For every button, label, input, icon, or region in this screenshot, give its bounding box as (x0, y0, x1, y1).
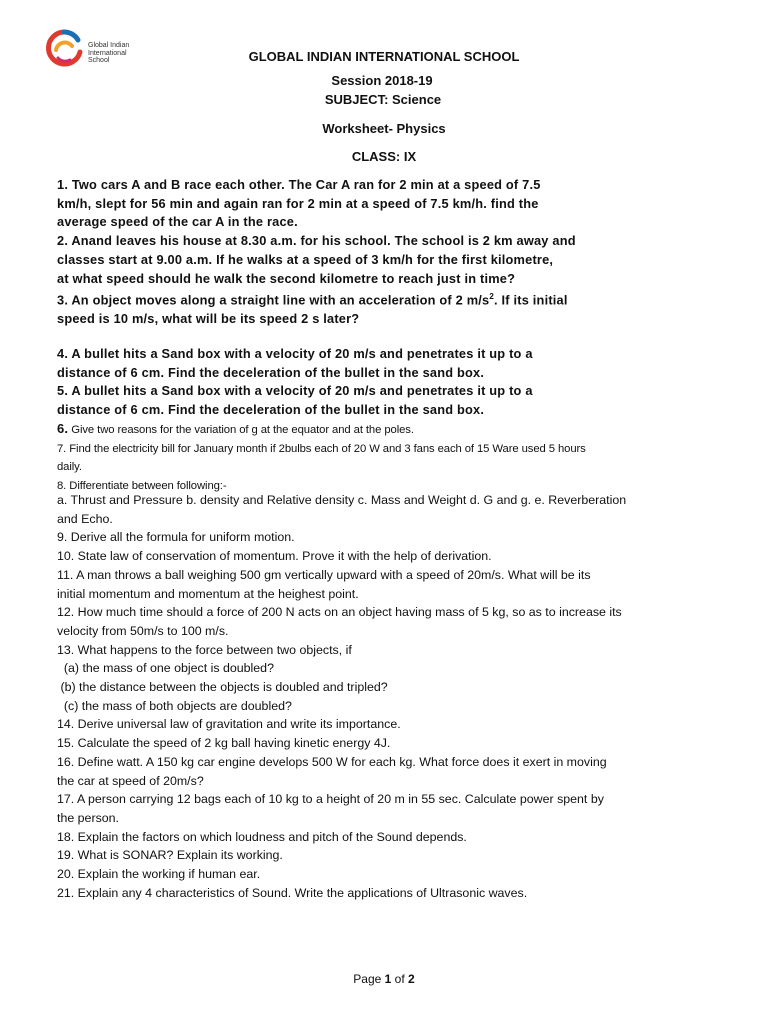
page-footer (0, 972, 768, 986)
school-name: GLOBAL INDIAN INTERNATIONAL SCHOOL (248, 49, 520, 64)
question-20: 20. Explain the working if human ear. (57, 867, 261, 882)
question-1-line-3: average speed of the car A in the race. (57, 214, 298, 230)
question-3-line-1 (57, 288, 687, 310)
question-2-line-3: at what speed should he walk the second kilometre to reach just in time? (57, 270, 516, 286)
question-5-line-1: 5. A bullet hits a Sand box with a velocity of 20 m/s and penetrates it up to a (57, 383, 533, 399)
question-11-line-1: 11. A man throws a ball weighing 500 gm vertically upward with a speed of 20m/s. What will be its (57, 567, 591, 582)
question-7-line-2: daily. (57, 461, 82, 474)
question-3-superscript: 2 (489, 292, 495, 302)
worksheet-label: Worksheet- Physics (322, 121, 446, 136)
question-8-line-3: and Echo. (57, 511, 113, 526)
page-label: Page (353, 972, 385, 986)
question-11-line-2: initial momentum and momentum at the heighest point. (57, 586, 359, 601)
question-10: 10. State law of conservation of momentum. Prove it with the help of derivation. (57, 549, 492, 564)
question-8-line-2: a. Thrust and Pressure b. density and Relative density c. Mass and Weight d. G and g. e. Reverberation (57, 493, 627, 507)
question-16-line-1: 16. Define watt. A 150 kg car engine develops 500 W for each kg. What force does it exert in moving (57, 754, 607, 769)
page-total: 2 (408, 972, 415, 986)
question-7-line-1: 7. Find the electricity bill for January month if 2bulbs each of 20 W and 3 fans each of 15 Ware used 5 hours (57, 442, 586, 455)
question-2-line-2: classes start at 9.00 a.m. If he walks at a speed of 3 km/h for the first kilometre, (57, 251, 554, 267)
page-number: 1 (384, 972, 392, 986)
question-13-line-1: 13. What happens to the force between two objects, if (57, 642, 352, 657)
question-6-number: 6. (57, 421, 69, 436)
logo-line-2: International (88, 49, 127, 57)
question-12-line-2: velocity from 50m/s to 100 m/s. (57, 623, 229, 638)
question-13-line-2: (a) the mass of one object is doubled? (57, 661, 274, 676)
question-15: 15. Calculate the speed of 2 kg ball having kinetic energy 4J. (57, 736, 391, 751)
question-17-line-2: the person. (57, 810, 119, 825)
class-label: CLASS: IX (351, 149, 417, 164)
questions-block-3 (57, 420, 687, 496)
question-21: 21. Explain any 4 characteristics of Sound. Write the applications of Ultrasonic waves. (57, 885, 528, 900)
subject-label: SUBJECT: Science (324, 92, 442, 107)
question-4-line-1: 4. A bullet hits a Sand box with a velocity of 20 m/s and penetrates it up to a (57, 346, 533, 361)
question-2-line-1: 2. Anand leaves his house at 8.30 a.m. for his school. The school is 2 km away and (57, 233, 576, 249)
question-5-line-2: distance of 6 cm. Find the deceleration of the bullet in the sand box. (57, 402, 485, 418)
page-of: of (391, 972, 409, 986)
question-3-text-a: 3. An object moves along a straight line with an acceleration of 2 m/s (57, 292, 490, 308)
question-3-line-2: speed is 10 m/s, what will be its speed 2 s later? (57, 311, 360, 327)
question-9: 9. Derive all the formula for uniform motion. (57, 530, 295, 545)
question-1-line-1: 1. Two cars A and B race each other. The Car A ran for 2 min at a speed of 7.5 (57, 177, 541, 192)
question-6 (57, 420, 687, 440)
question-14: 14. Derive universal law of gravitation and write its importance. (57, 717, 401, 732)
questions-block-2 (57, 345, 687, 420)
questions-block-1 (57, 176, 687, 329)
question-19: 19. What is SONAR? Explain its working. (57, 848, 283, 863)
question-8-line-1: 8. Differentiate between following:- (57, 480, 227, 493)
questions-block-4 (57, 491, 687, 902)
logo-line-1: Global Indian (88, 42, 130, 49)
question-16-line-2: the car at speed of 20m/s? (57, 773, 204, 788)
question-1-line-2: km/h, slept for 56 min and again ran for 2 min at a speed of 7.5 km/h. find the (57, 195, 539, 211)
question-6-text: Give two reasons for the variation of g at the equator and at the poles. (68, 424, 414, 436)
question-3-text-b: . If its initial (494, 292, 568, 308)
logo-line-3: School (88, 57, 110, 64)
question-13-line-3: (b) the distance between the objects is doubled and tripled? (57, 680, 388, 695)
question-12-line-1: 12. How much time should a force of 200 N acts on an object having mass of 5 kg, so as to increase its (57, 605, 622, 620)
question-4-line-2: distance of 6 cm. Find the deceleration of the bullet in the sand box. (57, 364, 485, 380)
question-13-line-4: (c) the mass of both objects are doubled? (57, 698, 292, 713)
question-18: 18. Explain the factors on which loudness and pitch of the Sound depends. (57, 829, 467, 844)
question-17-line-1: 17. A person carrying 12 bags each of 10 kg to a height of 20 m in 55 sec. Calculate power spent by (57, 792, 604, 807)
session-label: Session 2018-19 (331, 73, 433, 88)
